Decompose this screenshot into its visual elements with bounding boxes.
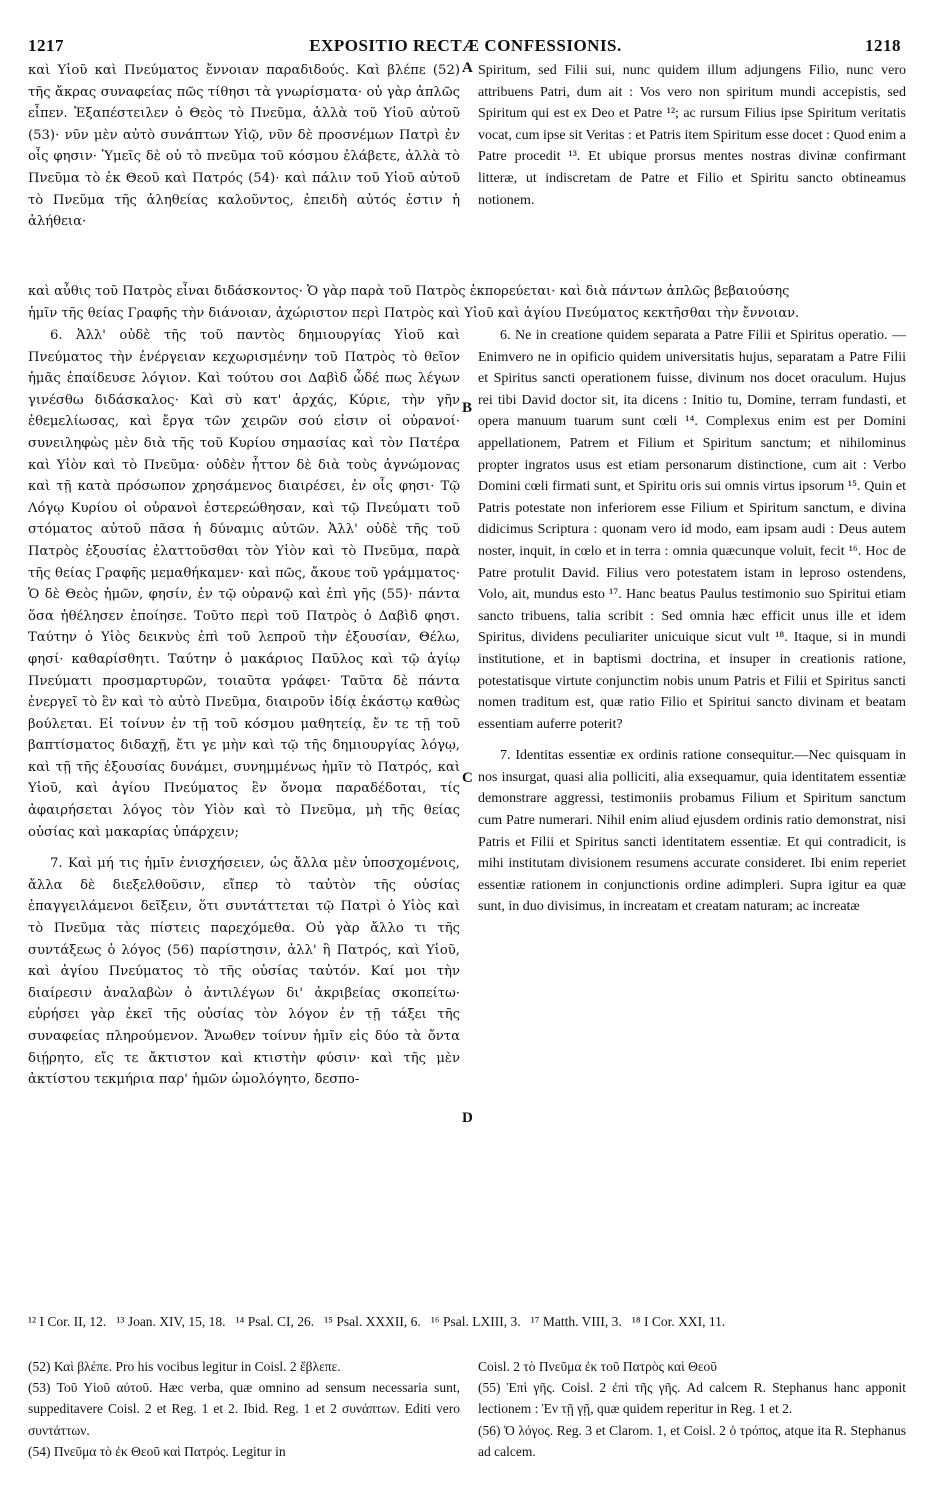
margin-letter-b: B <box>462 400 473 416</box>
greek-column-top <box>28 60 460 233</box>
footnote: Coisl. 2 τὸ Πνεῦμα ἐκ τοῦ Πατρὸς καὶ Θεοῦ <box>478 1359 717 1374</box>
footnote: (55) Ἐπὶ γῆς. Coisl. 2 ἐπὶ τῆς γῆς. Ad calcem R. Stephanus hanc apponit lectionem : Ἐν τῇ γῇ, quæ quidem reperitur in Reg. 1 et 2. <box>478 1380 906 1417</box>
scripture-ref: ¹⁶ Psal. LXIII, 3. <box>430 1314 521 1329</box>
margin-letter-a: A <box>462 60 473 76</box>
full-width-line: ἡμῖν τῆς θείας Γραφῆς τὴν διάνοιαν, ἀχώριστον περὶ Πατρὸς καὶ Υἱοῦ καὶ ἁγίου Πνεύματος κεκτῆσθαι τὴν ἔννοιαν. <box>28 305 800 321</box>
margin-letter-c: C <box>462 770 473 786</box>
greek-section-6: 6. Ἀλλ' οὐδὲ τῆς τοῦ παντὸς δημιουργίας Υἱοῦ καὶ Πνεύματος τὴν ἐνέργειαν κεχωρισμένην τοῦ Πατρὸς τὸ θεῖον ἡμᾶς ἐπαίδευσε λόγιον. Καὶ τούτου σοι Δαβὶδ ὧδέ πως λέγων γινέσθω διδάσκαλος· Καὶ σὺ κατ' ἀρχάς, Κύριε, τὴν γῆν ἐθεμελίωσας, καὶ ἔργα τῶν χειρῶν σού εἰσιν οἱ οὐρανοί· συνειληφὼς μὲν διὰ τῆς τοῦ Κυρίου σημασίας καὶ τὸν Πατέρα καὶ Υἱὸν καὶ τὸ Πνεῦμα· οὐδὲν ἧττον δὲ διὰ τοὺς ἀγνώμονας καὶ τῇ κατὰ πρόσωπον χρησάμενος διαιρέσει, ἐν οἷς φησι· Τῷ Λόγῳ Κυρίου οἱ οὐρανοὶ ἐστερεώθησαν, καὶ τῷ Πνεύματι τοῦ στόματος αὐτοῦ πᾶσα ἡ δύναμις αὐτῶν. Ἀλλ' οὐδὲ τῆς τοῦ Πατρὸς ἐξουσίας ἐλαττοῦσθαι τὸν Υἱὸν καὶ τὸ Πνεῦμα, παρὰ τῆς θείας Γραφῆς μεμαθήκαμεν· καὶ πῶς, ἄκουε τοῦ γράμματος· Ὁ δὲ Θεὸς ἡμῶν, φησίν, ἐν τῷ οὐρανῷ καὶ ἐπὶ γῆς (55)· πάντα ὅσα ἠθέλησεν ἐποίησε. Τοῦτο περὶ τοῦ Πατρὸς ὁ Δαβὶδ φησι. Ταύτην ὁ Υἱὸς δεικνὺς ἐπὶ τοῦ λεπροῦ τὴν ἐξουσίαν, Θέλω, φησί· καθαρίσθητι. Ταύτην ὁ μακάριος Παῦλος καὶ τῷ ἁγίῳ Πνεύματι προσμαρτυρῶν, τοιαῦτα γράφει· Ταῦτα δὲ πάντα ἐνεργεῖ τὸ ἓν καὶ τὸ αὐτὸ Πνεῦμα, διαιροῦν ἰδίᾳ ἑκάστῳ καθὼς βούλεται. Εἰ τοίνυν ἐν τῇ τοῦ κόσμου μαθητείᾳ, ἔν τε τῇ τοῦ βαπτίσματος διδαχῇ, ἔτι γε μὴν καὶ τῷ τῆς δημιουργίας λόγῳ, καὶ τῇ τῆς ἐξουσίας δυνάμει, συνημμένως ἡμῖν τὸ Πατρός, καὶ Υἱοῦ, καὶ ἁγίου Πνεύματος ἓν ὄνομα παραδέδοται, τίς ἀφαιρήσεται λόγος τὸν Υἱὸν καὶ τὸ Πνεῦμα, μὴ τῆς θείας οὐσίας καὶ μακαρίας ὑπάρχειν; <box>28 328 460 840</box>
footnote: (53) Τοῦ Υἱοῦ αὐτοῦ. Hæc verba, quæ omnino ad sensum necessaria sunt, suppeditavere Coisl. 2 et Reg. 1 et 2. Ibid. Reg. 1 et 2 συνάπτων. Editi vero συντάττων. <box>28 1380 460 1438</box>
footnotes-right <box>478 1356 906 1462</box>
scripture-ref: ¹⁴ Psal. CI, 26. <box>235 1314 315 1329</box>
right-page-number: 1218 <box>865 36 901 55</box>
latin-column-top <box>478 60 906 211</box>
margin-letter-d: D <box>462 1110 473 1126</box>
running-title: EXPOSITIO RECTÆ CONFESSIONIS. <box>309 36 622 55</box>
full-width-greek-lines <box>28 281 908 324</box>
footnote: (54) Πνεῦμα τὸ ἐκ Θεοῦ καὶ Πατρός. Legitur in <box>28 1443 286 1459</box>
scripture-ref: ¹⁵ Psal. XXXII, 6. <box>324 1314 421 1329</box>
latin-section-6: 6. Ne in creatione quidem separata a Patre Filii et Spiritus operatio. — Enimvero ne in opificio quidem universitatis hujus, separatam a Patre Filii et Spiritus sancti operationem fuisse, divinum nos docet oraculum. Hujus rei tibi David doctor sit, ita dicens : Initio tu, Domine, terram fundasti, et opera manuum tuarum sunt cœli ¹⁴. Complexus enim est per Domini appellationem, Patrem et Filium et Spiritum sanctum; et nihilominus propter ingratos usus est etiam personarum distinctione, cum ait : Verbo Domini cœli firmati sunt, et Spiritu oris sui omnis virtus ipsorum ¹⁵. Quin et Patris potestate non inferiorem esse Filium et Spiritum sanctum, e divina didicimus Scriptura : quonam vero id modo, eam ipsam audi : Deus autem noster, inquit, in cœlo et in terra : omnia quæcunque voluit, fecit ¹⁶. Hoc de Patre protulit David. Filius vero potestatem istam in leproso ostendens, Volo, ait, mundus esto ¹⁷. Hanc beatus Paulus testimonio suo Spiritui etiam sancto tribuens, talia scribit : Sed omnia hæc efficit unus ille et idem Spiritus, dividens peculiariter unicuique sicut vult ¹⁸. Itaque, si in mundi institutione, et in baptismi doctrina, et insuper in creationis ratione, potestatisque virtute conjunctim nobis unum Patris et Filii et Spiritus sancti nomen traditum est, quæ ratio Filio et Spiritui sancto divinam et beatam essentiam auferre poterit? <box>478 328 906 732</box>
latin-section-7: 7. Identitas essentiæ ex ordinis ratione consequitur.—Nec quisquam in nos insurgat, quasi alia polliciti, alia exsequamur, quia identitatem essentiæ demonstrare aggressi, testimoniis probamus Filium et Spiritum sanctum cum Patre numerari. Nihil enim aliud ejusdem ordinis ratio demonstrat, nisi Patris et Filii et Spiritus sancti identitatem essentiæ. Et qui contradicit, is mihi institutam divisionem resumens accurate consideret. Ibi enim reperiet essentiæ rationem in conjunctionis ordine adimpleri. Supra igitur ea quæ sunt, in duo divisimus, in increatam et creatam naturam; ac increatæ <box>478 748 906 915</box>
footnote: (56) Ὁ λόγος. Reg. 3 et Clarom. 1, et Coisl. 2 ὁ τρόπος, atque ita R. Stephanus ad calcem. <box>478 1422 906 1459</box>
scripture-references <box>28 1312 908 1332</box>
footnote: (52) Καὶ βλέπε. Pro his vocibus legitur in Coisl. 2 ἔβλεπε. <box>28 1359 341 1374</box>
scripture-ref: ¹³ Joan. XIV, 15, 18. <box>116 1314 226 1329</box>
latin-column-main <box>478 325 906 918</box>
greek-section-7: 7. Καὶ μή τις ἡμῖν ἐνισχήσειεν, ὡς ἄλλα μὲν ὑποσχομένοις, ἄλλα δὲ διεξελθοῦσιν, εἴπερ τὸ ταὐτὸν τῆς οὐσίας ἐπαγγειλάμενοι δεῖξειν, ὅτι συντάττεται τῷ Πατρὶ ὁ Υἱὸς καὶ τὸ Πνεῦμα τὰς πίστεις παρεχόμεθα. Οὐ γὰρ ἄλλο τι τῆς συντάξεως ὁ λόγος (56) παρίστησιν, ἀλλ' ἢ Πατρός, καὶ Υἱοῦ, καὶ ἁγίου Πνεύματος τὸ τῆς οὐσίας ταὐτόν. Καί μοι τὴν διαίρεσιν ἀναλαβὼν ὁ ἀντιλέγων δι' ἀκριβείας σκοπείτω· εὑρήσει γὰρ ἐκεῖ τῆς οὐσίας τὸν λόγον ἐν τῇ τάξει τῆς συναφείας πληρούμενον. Ἄνωθεν τοίνυν ἡμῖν εἰς δύο τὰ ὄντα διῄρητο, εἴς τε ἄκτιστον καὶ κτιστὴν φύσιν· καὶ τῆς μὲν ἀκτίστου τεκμήρια παρ' ἡμῶν ὡμολόγητο, δεσπο- <box>28 856 460 1088</box>
scripture-ref: ¹⁷ Matth. VIII, 3. <box>530 1314 622 1329</box>
latin-paragraph: Spiritum, sed Filii sui, nunc quidem illum adjungens Filio, nunc vero attribuens Patri, dum ait : Vos vero non spiritum mundi accepistis, sed Spiritum qui est ex Deo et Patre ¹²; ac rursum Filius ipse Spiritum veritatis vocat, cum ipse sit Veritas : et Patris item Spiritum esse docet : Quod enim a Patre procedit ¹³. Et ubique prorsus mentes nostras divinæ confirmant litteræ, ut indiscretam de Patre et Filio et Spiritu sancto obtineamus notionem. <box>478 63 906 208</box>
left-page-number: 1217 <box>28 36 64 55</box>
scripture-ref: ¹² I Cor. II, 12. <box>28 1314 107 1329</box>
footnotes-left <box>28 1356 460 1462</box>
scripture-ref: ¹⁸ I Cor. XXI, 11. <box>631 1314 726 1329</box>
greek-column-main <box>28 325 460 1091</box>
greek-paragraph: καὶ Υἱοῦ καὶ Πνεύματος ἔννοιαν παραδιδούς. Καὶ βλέπε (52) τῆς ἄκρας συναφείας πῶς τίθησι τὰ γνωρίσματα· οὐ γὰρ ἁπλῶς εἶπεν. Ἐξαπέστειλεν ὁ Θεὸς τὸ Πνεῦμα, ἀλλὰ τοῦ Υἱοῦ αὐτοῦ (53)· νῦν μὲν αὐτὸ συνάπτων Υἱῷ, νῦν δὲ προσνέμων Πατρὶ ἐν οἷς φησιν· Ὑμεῖς δὲ οὐ τὸ πνεῦμα τοῦ κόσμου ἐλάβετε, ἀλλὰ τὸ Πνεῦμα τὸ ἐκ Θεοῦ καὶ Πατρός (54)· καὶ πάλιν τοῦ Υἱοῦ αὐτοῦ τὸ Πνεῦμα τῆς ἀληθείας καλοῦντος, ἐπειδὴ αὐτός ἐστιν ἡ ἀλήθεια· <box>28 63 460 230</box>
full-width-line: καὶ αὖθις τοῦ Πατρὸς εἶναι διδάσκοντος· Ὁ γὰρ παρὰ τοῦ Πατρὸς ἐκπορεύεται· καὶ διὰ πάντων ἁπλῶς βεβαιούσης <box>28 284 790 299</box>
